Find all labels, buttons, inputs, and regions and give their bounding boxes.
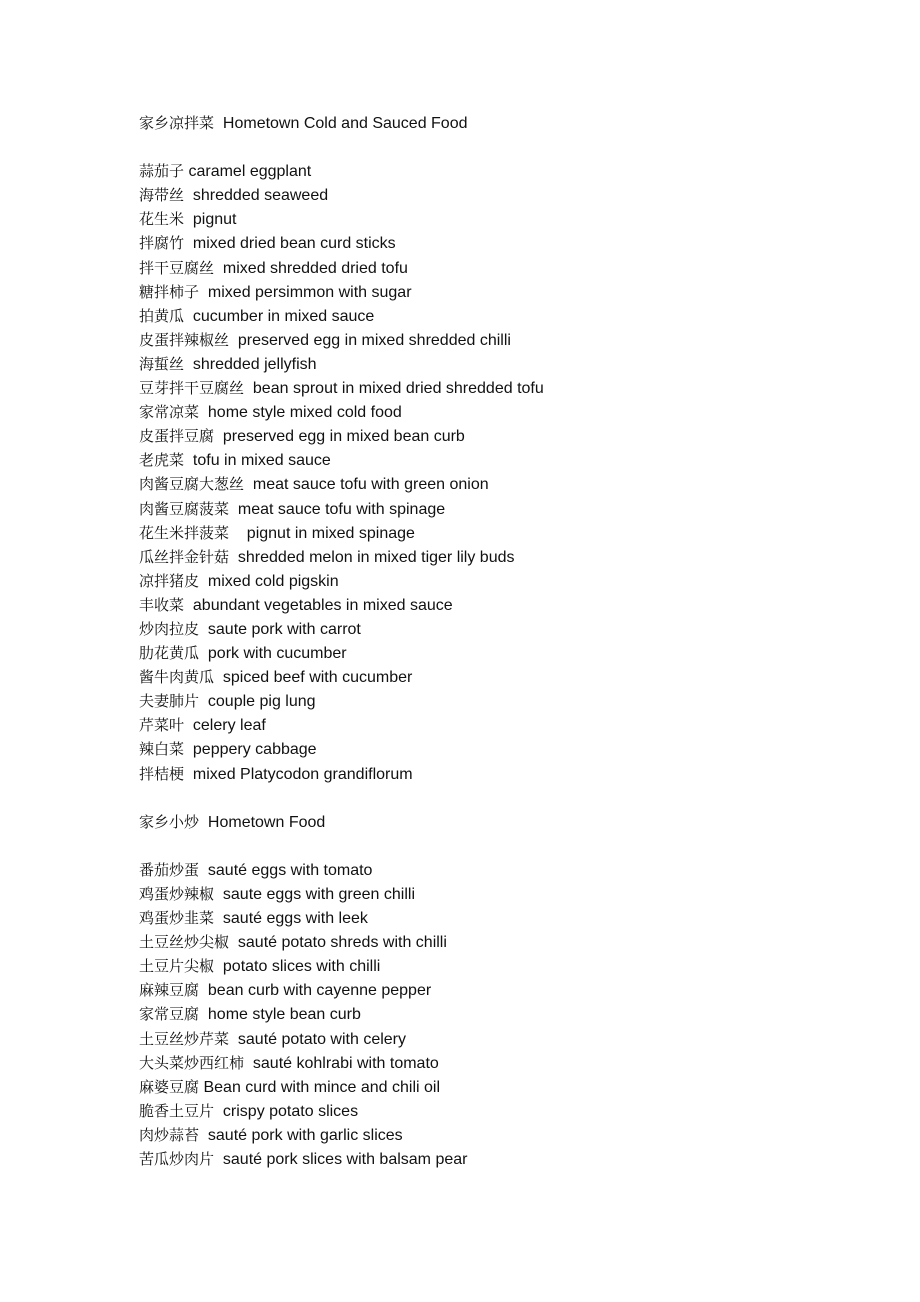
list-item [139,1051,879,1075]
separator [229,332,238,349]
list-item [139,593,879,617]
section-heading [139,111,879,135]
list-item [139,424,879,448]
separator [229,934,238,951]
dish-name-zh: 蒜茄子 [139,162,185,181]
dish-name-zh: 土豆丝炒芹菜 [139,1029,230,1048]
section-heading [139,810,879,834]
separator [184,211,193,228]
dish-name-zh: 番茄炒蛋 [139,860,200,879]
dish-name-en: sauté pork with garlic slices [207,1126,403,1144]
list-item [139,689,879,713]
separator [199,982,208,999]
separator [199,645,208,662]
separator [199,862,208,879]
dish-name-en: caramel eggplant [188,163,312,181]
list-item [139,183,879,207]
dish-name-zh: 瓜丝拌金针菇 [139,547,230,566]
list-item [139,1147,879,1171]
separator [214,260,223,277]
dish-name-zh: 海带丝 [139,186,185,205]
dish-name-zh: 花生米拌菠菜 [139,523,230,542]
separator [184,187,193,204]
separator [199,814,208,831]
dish-name-en: shredded melon in mixed tiger lily buds [237,548,515,566]
dish-name-en: sauté eggs with leek [222,910,368,928]
list-item [139,304,879,328]
dish-name-en: mixed dried bean curd sticks [192,235,396,253]
dish-name-en: home style mixed cold food [207,404,402,422]
list-item [139,1123,879,1147]
separator [229,501,238,518]
dish-name-zh: 拌桔梗 [139,764,185,783]
dish-name-en: meat sauce tofu with spinage [237,500,446,518]
dish-name-en: peppery cabbage [192,741,317,759]
blank-line [139,786,879,810]
dish-name-zh: 肋花黄瓜 [139,644,200,663]
dish-name-en: mixed Platycodon grandiflorum [192,765,413,783]
separator [214,958,223,975]
section-heading-zh: 家乡凉拌菜 [139,114,215,132]
dish-name-en: sauté eggs with tomato [207,861,373,879]
menu-list [139,111,879,1171]
separator [184,235,193,252]
dish-name-zh: 大头菜炒西红柿 [139,1053,245,1072]
dish-name-zh: 肉酱豆腐菠菜 [139,499,230,518]
list-item [139,762,879,786]
list-item [139,159,879,183]
separator [244,476,253,493]
dish-name-en: cucumber in mixed sauce [192,307,375,325]
separator [244,380,253,397]
dish-name-en: pignut [192,211,237,229]
dish-name-en: celery leaf [192,717,266,735]
blank-line [139,135,879,159]
list-item [139,1099,879,1123]
dish-name-zh: 辣白菜 [139,740,185,759]
dish-name-zh: 糖拌柿子 [139,282,200,301]
dish-name-en: mixed cold pigskin [207,572,339,590]
separator [184,766,193,783]
separator [184,356,193,373]
dish-name-zh: 丰收菜 [139,595,185,614]
list-item [139,545,879,569]
dish-name-en: sauté potato with celery [237,1030,406,1048]
list-item [139,1075,879,1099]
dish-name-zh: 皮蛋拌辣椒丝 [139,330,230,349]
dish-name-zh: 家常凉菜 [139,403,200,422]
dish-name-en: pignut in mixed spinage [246,524,415,542]
list-item [139,906,879,930]
separator [229,1031,238,1048]
list-item [139,858,879,882]
dish-name-zh: 麻辣豆腐 [139,981,200,1000]
dish-name-en: home style bean curb [207,1006,361,1024]
section-heading-zh: 家乡小炒 [139,812,200,831]
separator [214,910,223,927]
dish-name-zh: 土豆片尖椒 [139,957,215,976]
list-item [139,472,879,496]
dish-name-en: potato slices with chilli [222,958,381,976]
dish-name-en: mixed shredded dried tofu [222,259,408,277]
separator [214,428,223,445]
list-item [139,665,879,689]
dish-name-en: preserved egg in mixed shredded chilli [237,331,511,349]
dish-name-zh: 鸡蛋炒韭菜 [139,909,215,928]
section-heading-en: Hometown Cold and Sauced Food [222,115,468,132]
list-item [139,280,879,304]
dish-name-zh: 夫妻肺片 [139,692,200,711]
dish-name-zh: 鸡蛋炒辣椒 [139,885,215,903]
list-item [139,641,879,665]
list-item [139,1002,879,1026]
separator [199,573,208,590]
list-item [139,352,879,376]
dish-name-en: mixed persimmon with sugar [207,283,412,301]
separator [244,1055,253,1072]
dish-name-en: shredded seaweed [192,187,329,205]
dish-name-zh: 炒肉拉皮 [139,619,200,638]
dish-name-en: abundant vegetables in mixed sauce [192,596,453,614]
separator [199,1127,208,1144]
list-item [139,376,879,400]
separator [229,549,238,566]
list-item [139,328,879,352]
dish-name-zh: 拌干豆腐丝 [139,258,215,277]
dish-name-en: preserved egg in mixed bean curb [222,428,465,446]
separator [214,115,223,132]
separator [214,669,223,686]
list-item [139,978,879,1002]
dish-name-zh: 苦瓜炒肉片 [139,1150,215,1169]
dish-name-en: spiced beef with cucumber [222,669,413,687]
list-item [139,207,879,231]
list-item [139,231,879,255]
blank-line [139,834,879,858]
dish-name-zh: 土豆丝炒尖椒 [139,933,230,952]
dish-name-en: crispy potato slices [222,1102,359,1120]
separator [199,404,208,421]
list-item [139,256,879,280]
dish-name-zh: 海蜇丝 [139,354,185,373]
dish-name-zh: 花生米 [139,210,185,229]
dish-name-en: pork with cucumber [207,645,347,663]
list-item [139,882,879,906]
dish-name-en: couple pig lung [207,693,316,711]
dish-name-en: bean sprout in mixed dried shredded tofu [252,380,544,398]
list-item [139,930,879,954]
dish-name-en: sauté pork slices with balsam pear [222,1151,468,1169]
dish-name-zh: 家常豆腐 [139,1005,200,1024]
dish-name-en: tofu in mixed sauce [192,452,331,470]
dish-name-en: sauté kohlrabi with tomato [252,1054,439,1072]
separator [199,1006,208,1023]
dish-name-zh: 肉炒蒜苔 [139,1125,200,1144]
dish-name-en: shredded jellyfish [192,355,317,373]
dish-name-zh: 酱牛肉黄瓜 [139,668,215,687]
dish-name-zh: 肉酱豆腐大葱丝 [139,475,245,494]
list-item [139,1027,879,1051]
dish-name-en: bean curb with cayenne pepper [207,982,432,1000]
separator [199,621,208,638]
dish-name-zh: 皮蛋拌豆腐 [139,427,215,446]
dish-name-en: saute eggs with green chilli [222,886,416,903]
separator [184,741,193,758]
list-item [139,954,879,978]
dish-name-zh: 老虎菜 [139,451,185,470]
separator [184,308,193,325]
separator [214,1151,223,1168]
separator [184,452,193,469]
dish-name-zh: 麻婆豆腐 [139,1077,200,1096]
list-item [139,400,879,424]
dish-name-en: meat sauce tofu with green onion [252,476,489,494]
separator [184,717,193,734]
dish-name-zh: 凉拌猪皮 [139,571,200,590]
list-item [139,713,879,737]
dish-name-zh: 拍黄瓜 [139,306,185,325]
list-item [139,617,879,641]
list-item [139,521,879,545]
list-item [139,737,879,761]
dish-name-zh: 拌腐竹 [139,234,185,253]
dish-name-zh: 脆香土豆片 [139,1101,215,1120]
separator [199,693,208,710]
separator [184,597,193,614]
list-item [139,569,879,593]
dish-name-en: sauté potato shreds with chilli [237,934,447,952]
list-item [139,497,879,521]
separator [214,1103,223,1120]
dish-name-en: Bean curd with mince and chili oil [203,1078,441,1096]
separator [199,284,208,301]
dish-name-en: saute pork with carrot [207,620,361,638]
list-item [139,448,879,472]
separator [214,886,223,903]
section-heading-en: Hometown Food [207,813,326,831]
dish-name-zh: 豆芽拌干豆腐丝 [139,379,245,398]
separator [229,525,247,542]
dish-name-zh: 芹菜叶 [139,716,185,735]
